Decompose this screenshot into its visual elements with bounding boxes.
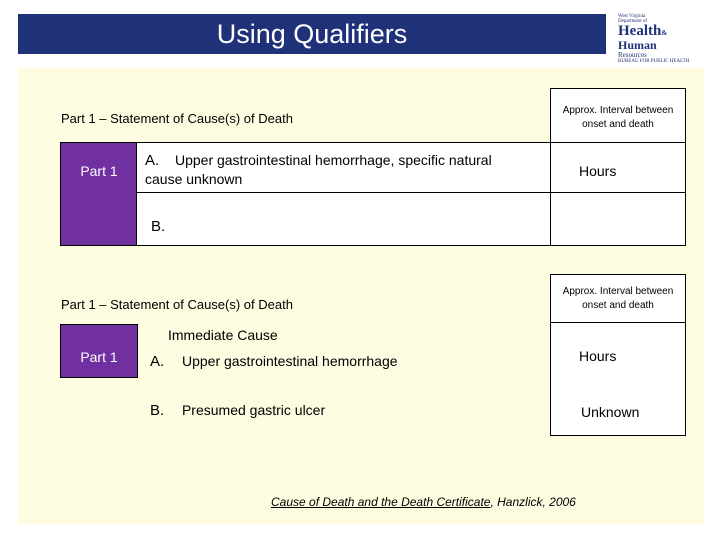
section2-interval-cell	[550, 322, 686, 436]
section2-part-box	[60, 324, 138, 378]
section1-part-box	[60, 142, 138, 246]
section1-line-b-cell	[136, 192, 552, 246]
section2-line-b-text: Presumed gastric ulcer	[181, 402, 326, 418]
logo-health: Health	[618, 23, 662, 39]
slide-title-bar	[18, 14, 606, 54]
section1-part-label: Part 1	[80, 163, 118, 179]
section2-heading: Part 1 – Statement of Cause(s) of Death	[61, 297, 293, 312]
section1-interval-header	[550, 88, 686, 148]
section1-line-a-letter: A.	[145, 152, 160, 169]
logo-bottom-line: BUREAU FOR PUBLIC HEALTH	[618, 59, 690, 64]
slide-content	[18, 68, 704, 524]
section2-line-a-text: Upper gastrointestinal hemorrhage	[181, 353, 398, 369]
section2-line-a	[150, 353, 398, 370]
reference-citation	[271, 495, 576, 509]
section2-interval-header-text: Approx. Interval between onset and death	[562, 286, 674, 311]
section2-interval-header	[550, 274, 686, 324]
section2-immediate-cause-label: Immediate Cause	[168, 327, 278, 343]
logo-second-line: Department of	[618, 19, 648, 24]
section1-line-a-cell	[136, 142, 552, 194]
logo-top-line: West Virginia	[618, 14, 646, 19]
section1-line-a-interval: Hours	[579, 163, 617, 179]
section2-part-label: Part 1	[80, 349, 118, 365]
section2-line-b	[150, 402, 325, 419]
section1-line-b-letter: B.	[151, 218, 166, 235]
slide-title: Using Qualifiers	[216, 18, 408, 49]
logo-and: &	[661, 29, 668, 37]
section1-line-b-interval-cell	[550, 192, 686, 246]
section1-heading: Part 1 – Statement of Cause(s) of Death	[61, 111, 293, 126]
reference-rest: , Hanzlick, 2006	[490, 495, 576, 509]
section2-line-a-interval: Hours	[579, 348, 617, 364]
health-human-resources-logo	[618, 14, 694, 64]
section2-line-a-letter: A.	[150, 353, 165, 370]
section2-line-b-interval: Unknown	[581, 404, 640, 420]
section2-line-b-letter: B.	[150, 402, 165, 419]
reference-title: Cause of Death and the Death Certificate	[271, 495, 491, 509]
logo-human: Human	[618, 38, 657, 52]
section1-line-a-interval-cell	[550, 142, 686, 194]
logo-resources: Resources	[618, 51, 647, 59]
section1-interval-header-text: Approx. Interval between onset and death	[562, 105, 674, 130]
section1-line-a-text: Upper gastrointestinal hemorrhage, specific natural cause unknown	[145, 152, 492, 187]
